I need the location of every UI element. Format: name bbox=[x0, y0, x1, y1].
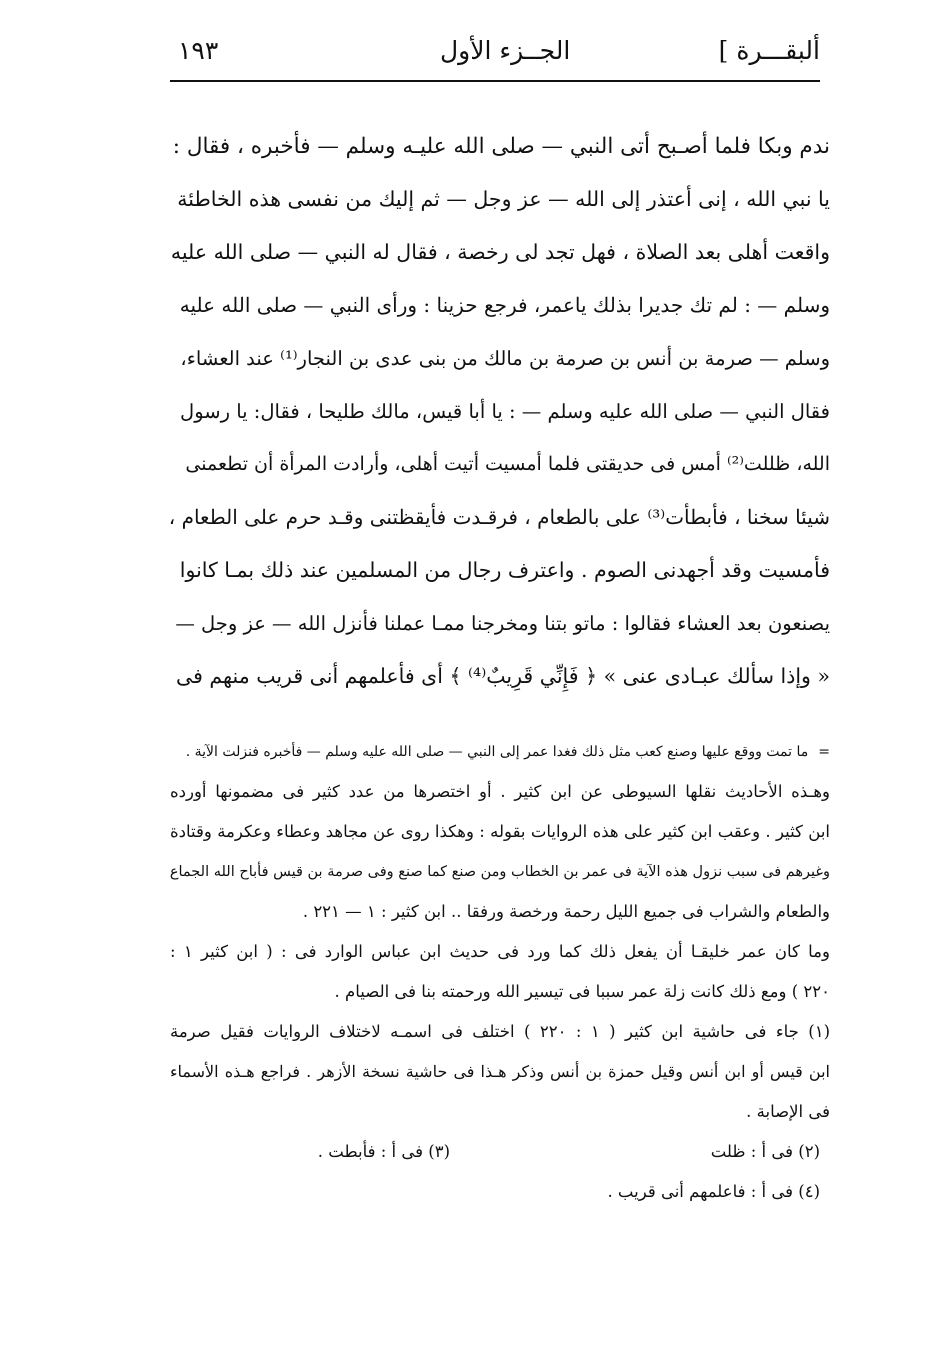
text-line: وسلم — صرمة بن أنس بن صرمة بن مالك من بنى عدى بن النجار⁽¹⁾ عند العشاء، bbox=[180, 347, 830, 370]
footnote-1-line: (١) جاء فى حاشية ابن كثير ( ١ : ٢٢٠ ) اختلف فى اسمـه لاختلاف الروايات فقيل صرمة bbox=[170, 1022, 830, 1041]
footnote-line bbox=[170, 732, 830, 772]
text-line: فقال النبي — صلى الله عليه وسلم — : يا أبا قيس، مالك طليحا ، فقال: يا رسول bbox=[180, 400, 830, 423]
continuation-mark: = bbox=[818, 744, 830, 760]
footnote-line: وغيرهم فى سبب نزول هذه الآية فى عمر بن الخطاب ومن صنع كما صنع وفى صرمة بن قيس فأباح الله الجماع bbox=[169, 864, 830, 880]
text-line: يصنعون بعد العشاء فقالوا : ماتو بتنا ومخرجنا ممـا عملنا فأنزل الله — عز وجل — bbox=[175, 612, 830, 635]
footnote-line: وما كان عمر خليقـا أن يفعل ذلك كما ورد فى حديث ابن عباس الوارد فى : ( ابن كثير ١ : bbox=[170, 942, 830, 961]
footnote-4: (٤) فى أ : فاعلمهم أنى قريب . bbox=[607, 1182, 820, 1201]
text-line: فأمسيت وقد أجهدنى الصوم . واعترف رجال من المسلمين عند ذلك بمـا كانوا bbox=[179, 558, 830, 582]
sura-title: ألبقـــرة ] bbox=[718, 36, 820, 65]
footnote-3: (٣) فى أ : فأبطت . bbox=[317, 1142, 450, 1161]
footnote-line: والطعام والشراب فى جميع الليل رحمة ورخصة ورفقا .. ابن كثير : ١ — ٢٢١ . bbox=[302, 902, 830, 921]
footnote-text: ما تمت ووقع عليها وصنع كعب مثل ذلك فغدا عمر إلى النبي — صلى الله عليه وسلم — فأخبره فنزلت الآية . bbox=[185, 744, 809, 760]
footnote-line: ابن كثير . وعقب ابن كثير على هذه الروايات بقوله : وهكذا روى عن مجاهد وعطاء وعكرمة وقتادة bbox=[170, 822, 830, 841]
part-title: الجــزء الأول bbox=[440, 36, 571, 65]
text-line: شيئا سخنا ، فأبطأت⁽³⁾ على بالطعام ، فرقـدت فأيقظتنى وقـد حرم على الطعام ، bbox=[168, 505, 830, 529]
footnote-1-line: ابن قيس أو ابن أنس وقيل حمزة بن أنس وذكر هـذا فى حاشية نسخة الأزهر . فراجع هـذه الأسماء bbox=[170, 1062, 830, 1081]
footnote-line: وهـذه الأحاديث نقلها السيوطى عن ابن كثير . أو اختصرها من عدد كثير فى مضمونها أورده bbox=[170, 782, 830, 801]
text-line: « وإذا سألك عبـادى عنى » ﴿ فَإِنِّي قَرِيبٌ⁽⁴⁾ ﴾ أى فأعلمهم أنى قريب منهم فى bbox=[176, 664, 830, 688]
text-line: واقعت أهلى بعد الصلاة ، فهل تجد لى رخصة ، فقال له النبي — صلى الله عليه bbox=[170, 240, 830, 264]
text-line: وسلم — : لم تك جديرا بذلك ياعمر، فرجع حزينا : ورأى النبي — صلى الله عليه bbox=[179, 293, 830, 317]
footnote-row bbox=[170, 1172, 830, 1212]
page-number: ١٩٣ bbox=[178, 36, 219, 65]
footnote-line: ٢٢٠ ) ومع ذلك كانت زلة عمر سببا فى تيسير الله ورحمته بنا فى الصيام . bbox=[334, 982, 830, 1001]
main-text bbox=[170, 120, 830, 703]
text-line: الله، ظللت⁽²⁾ أمس فى حديقتى فلما أمسيت أتيت أهلى، وأرادت المرأة أن تطعمنى bbox=[185, 453, 830, 475]
text-line: يا نبي الله ، إنى أعتذر إلى الله — عز وجل — ثم إليك من نفسى هذه الخاطئة bbox=[177, 187, 830, 211]
header-rule bbox=[170, 80, 820, 82]
page-header bbox=[170, 30, 820, 80]
text-line: ندم وبكا فلما أصـبح أتى النبي — صلى الله عليـه وسلم — فأخبره ، فقال : bbox=[172, 134, 830, 159]
footnote-2: (٢) فى أ : ظلت bbox=[710, 1142, 820, 1161]
footnotes bbox=[170, 732, 830, 1212]
footnote-1-line: فى الإصابة . bbox=[746, 1102, 830, 1121]
footnote-row bbox=[170, 1132, 830, 1172]
